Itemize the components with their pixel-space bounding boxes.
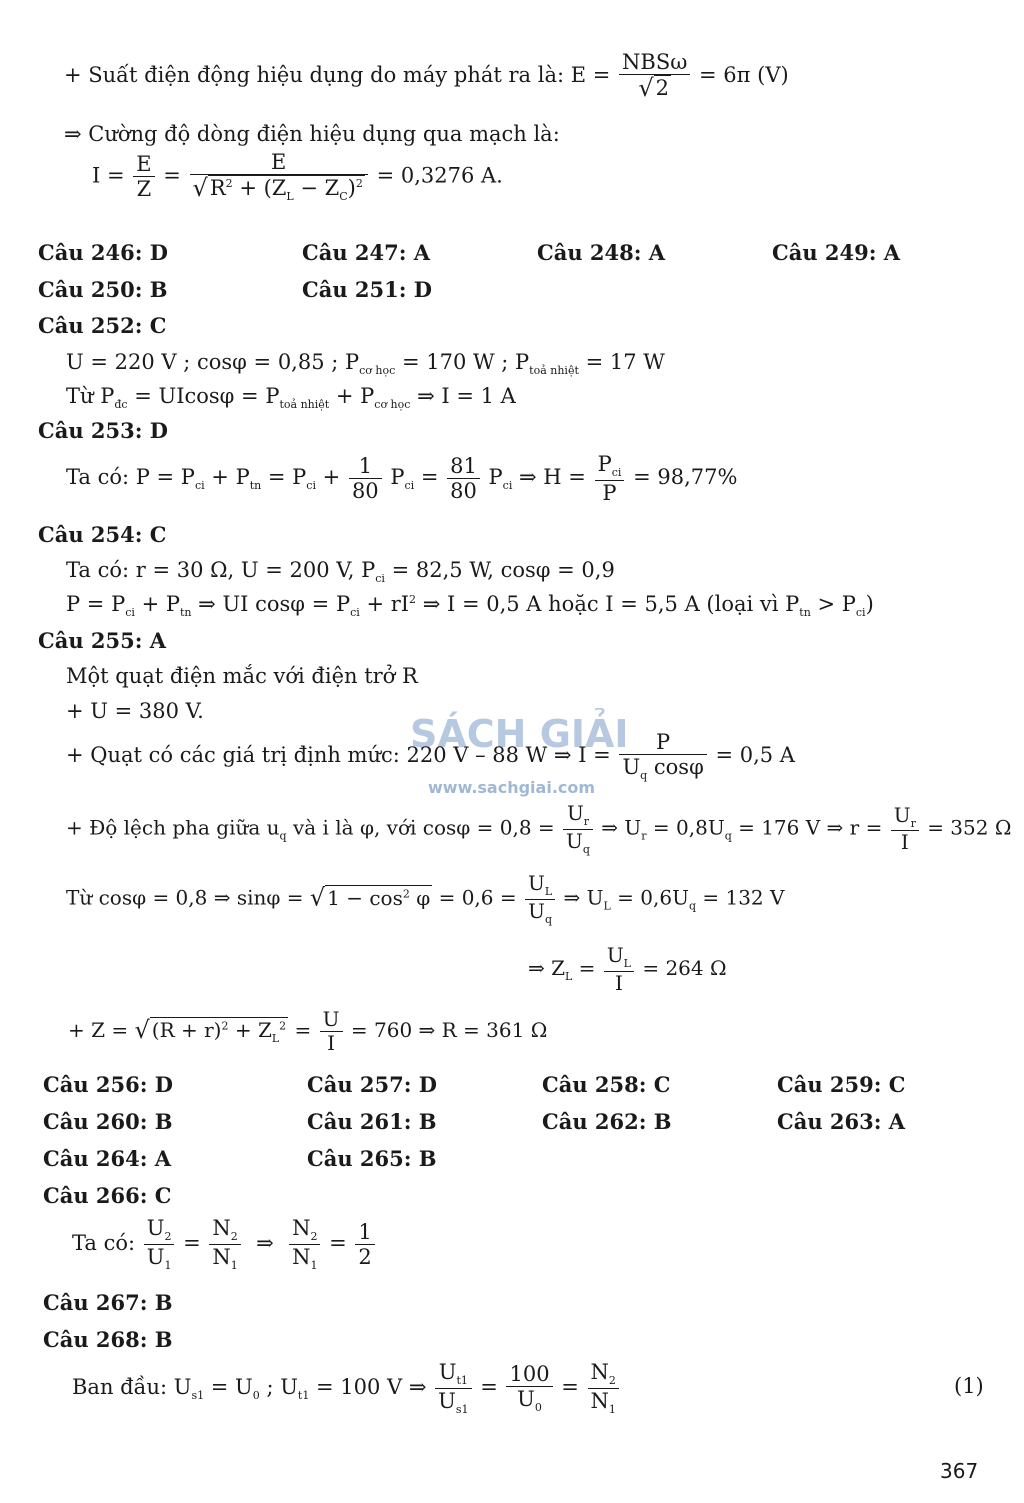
q252-line1: U = 220 V ; cosφ = 0,85 ; $P_{cơ học} = 170$ W ; $P_{toả nhiệt} = 17$ W bbox=[66, 350, 665, 378]
emf-line bbox=[64, 50, 789, 103]
answer-247: Câu 247: A bbox=[302, 240, 431, 265]
answer-246: Câu 246: D bbox=[38, 240, 169, 265]
watermark-url: www.sachgiai.com bbox=[428, 778, 596, 797]
answer-261: Câu 261: B bbox=[307, 1109, 437, 1134]
answer-266: Câu 266: C bbox=[43, 1183, 172, 1208]
q254-line2: $P = P_{ci} + P_{tn}$ ⇒ UI $\cos\varphi = P_{ci} + rI^2$ ⇒ I = 0,5 A hoặc I = 5,5 A (loại vì $P_{tn} > P_{ci}$) bbox=[66, 592, 874, 620]
emf-fraction bbox=[619, 50, 690, 103]
answer-264: Câu 264: A bbox=[43, 1146, 172, 1171]
answer-268: Câu 268: B bbox=[43, 1327, 173, 1352]
q255-line5: Từ cosφ = 0,8 ⇒ sinφ = √ $1 - \cos^2 \varphi = 0,6$ = $\frac{U_L}{U_q}$ ⇒ $U_L = 0,6U_q = 132$ V bbox=[66, 871, 785, 926]
answer-262: Câu 262: B bbox=[542, 1109, 672, 1134]
emf-text: + Suất điện động hiệu dụng do máy phát ra là: E = bbox=[64, 62, 611, 87]
page-number: 367 bbox=[940, 1459, 979, 1483]
q255-line3: + Quạt có các giá trị định mức: 220 V – 88 W ⇒ I = $\frac{P}{U_q \cos\varphi}$ = 0,5 A bbox=[66, 730, 795, 783]
current-formula: I = $\frac{E}{Z}$ = $\frac{E}{√R^2 + (Z_L - Z_C)^2}$ = 0,3276 A. bbox=[92, 150, 503, 204]
current-line: ⇒ Cường độ dòng điện hiệu dụng qua mạch là: bbox=[64, 122, 560, 146]
q253-formula: Ta có: $P = P_{ci} + P_{tn} = P_{ci}$ + $\frac{1}{80}$ $P_{ci}$ = $\frac{81}{80}$ $P_{ci}$ ⇒ H = $\frac{P_{ci}}{P}$ = 98,77% bbox=[66, 452, 738, 505]
q254-line1: Ta có: r = 30 Ω, U = 200 V, $P_{ci} = 82,5$ W, cosφ = 0,9 bbox=[66, 558, 615, 586]
q255-line2: + U = 380 V. bbox=[66, 699, 204, 723]
emf-result: = 6π (V) bbox=[699, 62, 789, 87]
q255-line1: Một quạt điện mắc với điện trở R bbox=[66, 664, 418, 688]
answer-259: Câu 259: C bbox=[777, 1072, 906, 1097]
answer-265: Câu 265: B bbox=[307, 1146, 437, 1171]
answer-248: Câu 248: A bbox=[537, 240, 666, 265]
answer-257: Câu 257: D bbox=[307, 1072, 438, 1097]
q266-formula: Ta có: $\frac{U_2}{U_1}$ = $\frac{N_2}{N_1}$ ⇒ $\frac{N_2}{N_1}$ = $\frac{1}{2}$ bbox=[72, 1216, 377, 1273]
emf-denominator: √2 bbox=[638, 74, 670, 103]
q268-line1: Ban đầu: $U_{s1} = U_0$ ; $U_{t1} = 100$ V ⇒ $\frac{U_{t1}}{U_{s1}}$ = $\frac{100}{U_0}$ = $\frac{N_2}{N_1}$ bbox=[72, 1360, 621, 1417]
answer-260: Câu 260: B bbox=[43, 1109, 173, 1134]
answer-253: Câu 253: D bbox=[38, 418, 169, 443]
equation-number: (1) bbox=[954, 1374, 984, 1398]
answer-251: Câu 251: D bbox=[302, 277, 433, 302]
emf-numerator: NBSω bbox=[619, 50, 690, 75]
answer-249: Câu 249: A bbox=[772, 240, 901, 265]
q255-line6: ⇒ $Z_L$ = $\frac{U_L}{I}$ = 264 Ω bbox=[528, 943, 727, 995]
answer-263: Câu 263: A bbox=[777, 1109, 906, 1134]
answer-258: Câu 258: C bbox=[542, 1072, 671, 1097]
q252-line2: Từ $P_{đc} = UIcos\varphi = P_{toả nhiệt} + P_{cơ học}$ ⇒ I = 1 A bbox=[66, 384, 516, 412]
q255-line7: + Z = √ $(R + r)^2 + Z_L^2$ = $\frac{U}{I}$ = 760 ⇒ R = 361 Ω bbox=[68, 1007, 548, 1055]
answer-255: Câu 255: A bbox=[38, 628, 167, 653]
answer-254: Câu 254: C bbox=[38, 522, 167, 547]
answer-267: Câu 267: B bbox=[43, 1290, 173, 1315]
q255-line4: + Độ lệch pha giữa $u_q$ và i là φ, với cosφ = 0,8 = $\frac{U_r}{U_q}$ ⇒ $U_r = 0,8U_q = 176$ V ⇒ r = $\frac{U_r}{I}$ = 352 Ω bbox=[66, 801, 1012, 856]
answer-250: Câu 250: B bbox=[38, 277, 168, 302]
current-result: = 0,3276 A. bbox=[376, 163, 503, 188]
answer-256: Câu 256: D bbox=[43, 1072, 174, 1097]
watermark-logo: SÁCH GIẢI bbox=[410, 712, 629, 756]
answer-252: Câu 252: C bbox=[38, 313, 167, 338]
